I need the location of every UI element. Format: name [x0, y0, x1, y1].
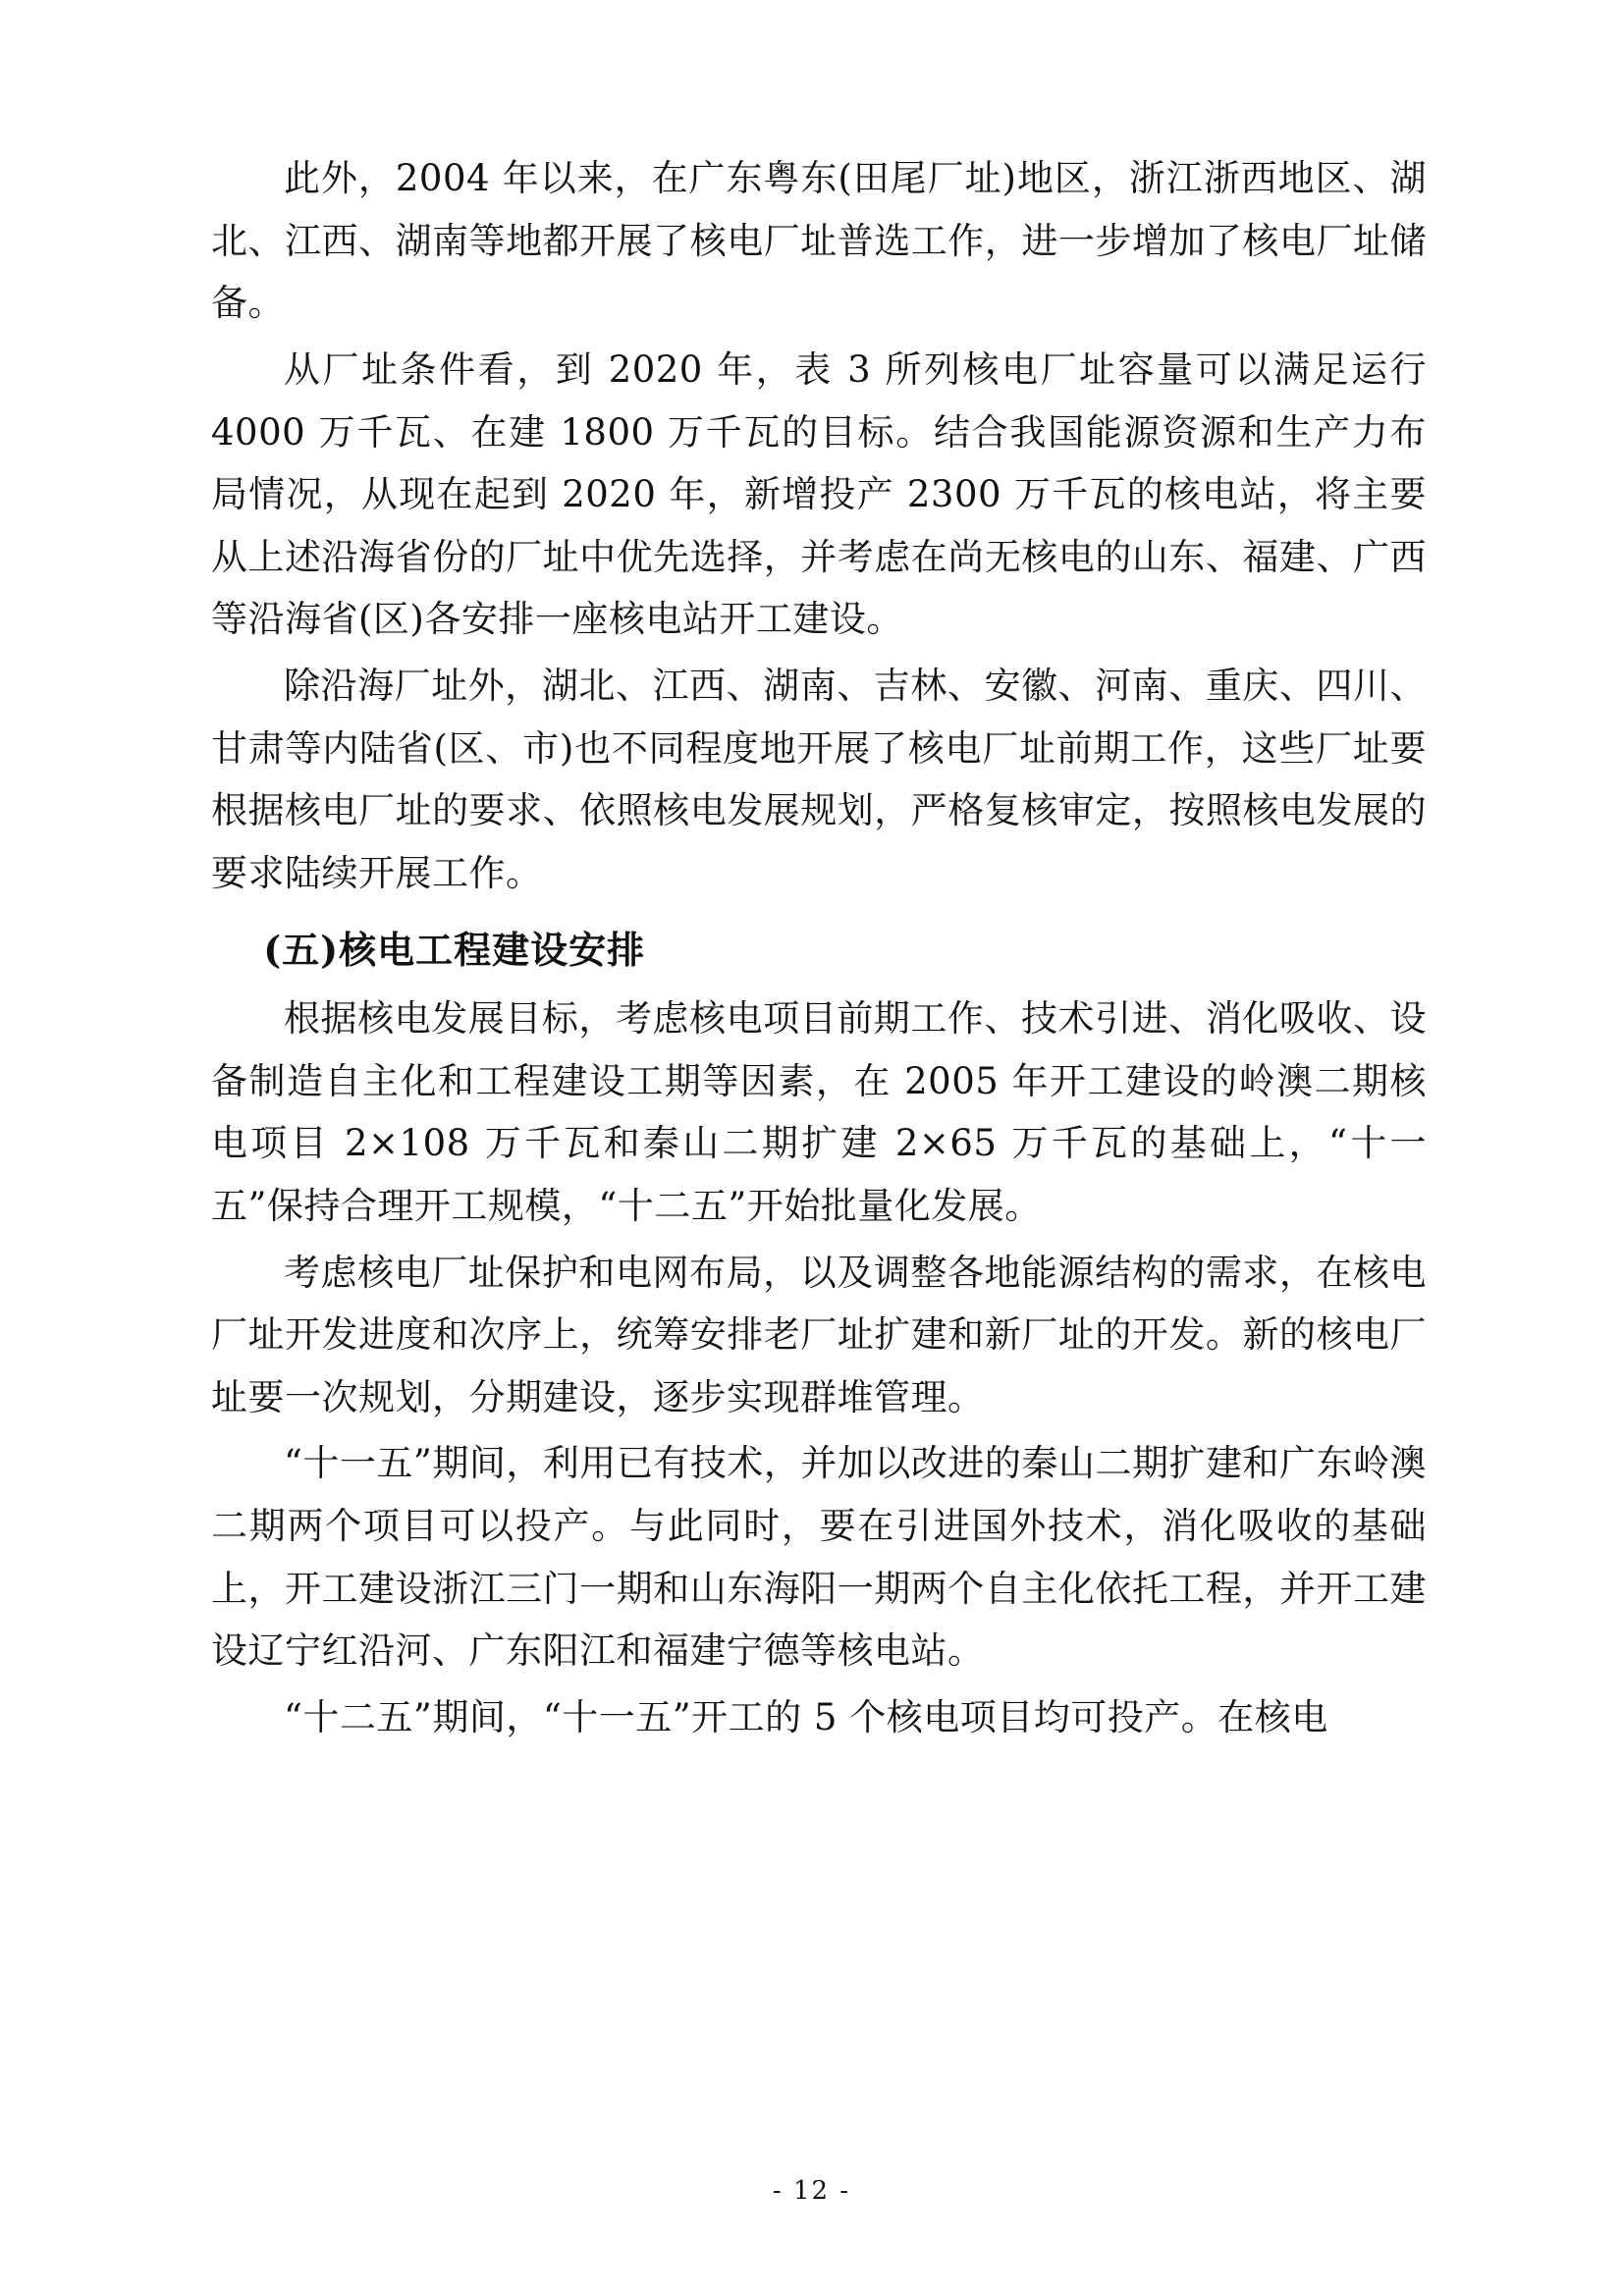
paragraph-7: “十二五”期间，“十一五”开工的 5 个核电项目均可投产。在核电	[284, 1695, 1328, 1738]
paragraph-2: 从厂址条件看，到 2020 年，表 3 所列核电厂址容量可以满足运行 4000 万千瓦、在建 1800 万千瓦的目标。结合我国能源资源和生产力布局情况，从现在起到 2020 年，新增投产 2300 万千瓦的核电站，将主要从上述沿海省份的厂址中优先选择，并考虑在尚无核电的山东、福建、广西等沿海省(区)各安排一座核电站开工建设。	[211, 347, 1427, 641]
paragraph-3: 除沿海厂址外，湖北、江西、湖南、吉林、安徽、河南、重庆、四川、甘肃等内陆省(区、市)也不同程度地开展了核电厂址前期工作，这些厂址要根据核电厂址的要求、依照核电发展规划，严格复核审定，按照核电发展的要求陆续开展工作。	[211, 665, 1427, 894]
paragraph-6: “十一五”期间，利用已有技术，并加以改进的秦山二期扩建和广东岭澳二期两个项目可以投产。与此同时，要在引进国外技术，消化吸收的基础上，开工建设浙江三门一期和山东海阳一期两个自主化依托工程，并开工建设辽宁红沿河、广东阳江和福建宁德等核电站。	[211, 1442, 1427, 1673]
paragraph-5: 考虑核电厂址保护和电网布局，以及调整各地能源结构的需求，在核电厂址开发进度和次序上，统筹安排老厂址扩建和新厂址的开发。新的核电厂址要一次规划，分期建设，逐步实现群堆管理。	[211, 1251, 1427, 1418]
paragraph-1: 此外，2004 年以来，在广东粤东(田尾厂址)地区，浙江浙西地区、湖北、江西、湖南等地都开展了核电厂址普选工作，进一步增加了核电厂址储备。	[211, 157, 1427, 325]
page-number: - 12 -	[772, 2176, 851, 2206]
section-heading: (五)核电工程建设安排	[263, 927, 646, 972]
document-body	[211, 147, 1427, 1749]
paragraph-4: 根据核电发展目标，考虑核电项目前期工作、技术引进、消化吸收、设备制造自主化和工程建设工期等因素，在 2005 年开工建设的岭澳二期核电项目 2×108 万千瓦和秦山二期扩建 2×65 万千瓦的基础上，“十一五”保持合理开工规模，“十二五”开始批量化发展。	[211, 997, 1427, 1227]
